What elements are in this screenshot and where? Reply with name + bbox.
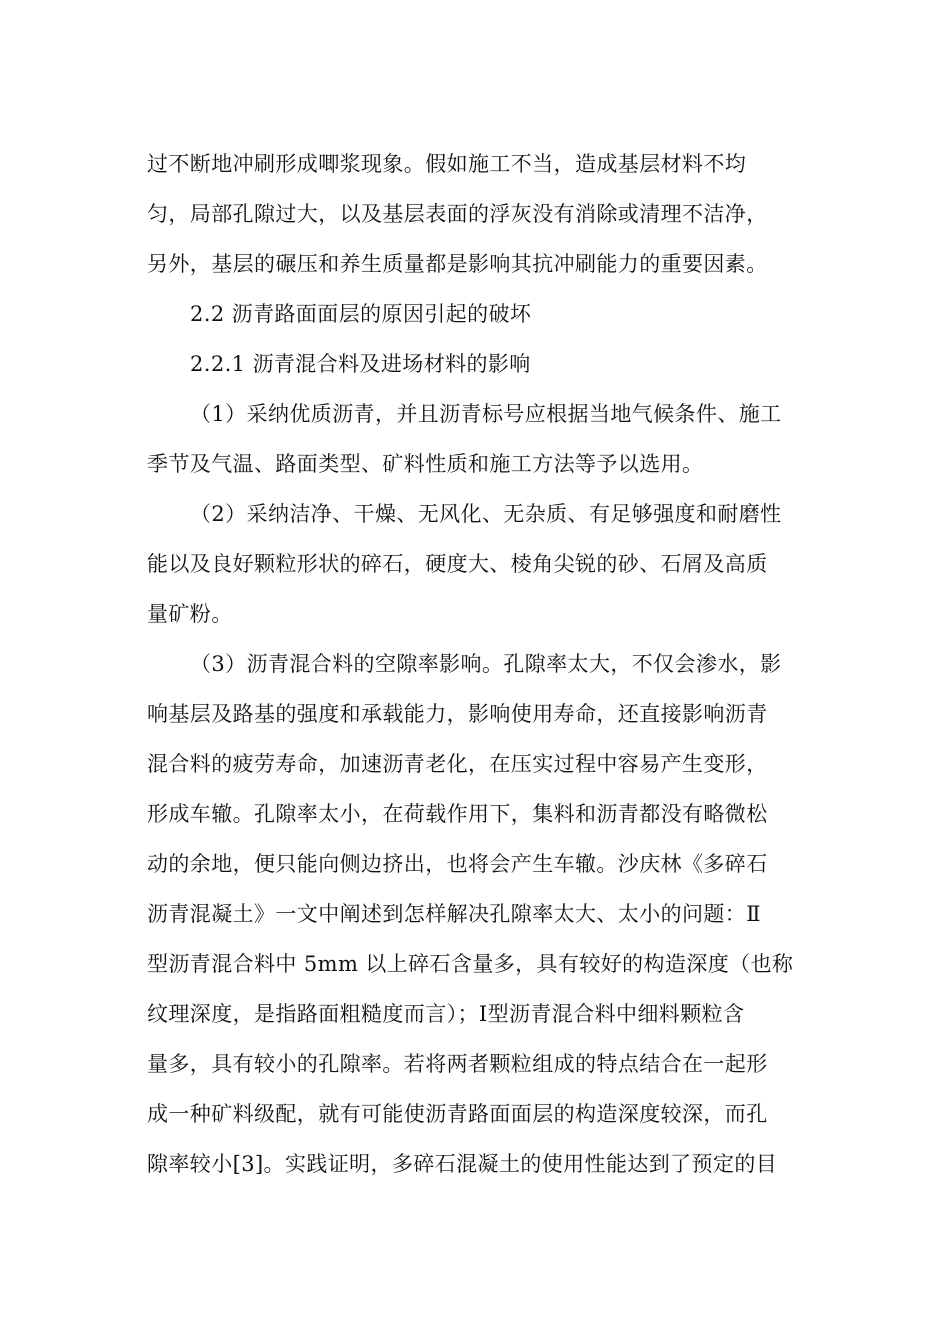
text-line: 纹理深度，是指路面粗糙度而言）；Ⅰ型沥青混合料中细料颗粒含 (147, 1002, 745, 1026)
text-line: 季节及气温、路面类型、矿料性质和施工方法等予以选用。 (147, 452, 704, 476)
section-heading: 2.2 沥青路面面层的原因引起的破坏 (190, 302, 532, 326)
text-line: 另外，基层的碾压和养生质量都是影响其抗冲刷能力的重要因素。 (147, 252, 768, 276)
text-line: 过不断地冲刷形成唧浆现象。假如施工不当，造成基层材料不均 (147, 152, 747, 176)
text-line: （1）采纳优质沥青，并且沥青标号应根据当地气候条件、施工 (190, 402, 782, 426)
text-line: 匀，局部孔隙过大，以及基层表面的浮灰没有消除或清理不洁净， (147, 202, 768, 226)
text-line: 隙率较小[3]。实践证明，多碎石混凝土的使用性能达到了预定的目 (147, 1152, 778, 1176)
text-line: 响基层及路基的强度和承载能力，影响使用寿命，还直接影响沥青 (147, 702, 768, 726)
subsection-heading: 2.2.1 沥青混合料及进场材料的影响 (190, 352, 531, 376)
text-line: 形成车辙。孔隙率太小，在荷载作用下，集料和沥青都没有略微松 (147, 802, 768, 826)
text-line: （2）采纳洁净、干燥、无风化、无杂质、有足够强度和耐磨性 (190, 502, 782, 526)
text-line: 动的余地，便只能向侧边挤出，也将会产生车辙。沙庆林《多碎石 (147, 852, 768, 876)
text-line: 混合料的疲劳寿命，加速沥青老化，在压实过程中容易产生变形， (147, 752, 768, 776)
text-line: 量多，具有较小的孔隙率。若将两者颗粒组成的特点结合在一起形 (147, 1052, 768, 1076)
text-line: 沥青混凝土》一文中阐述到怎样解决孔隙率太大、太小的问题：Ⅱ (147, 902, 761, 926)
text-line: 成一种矿料级配，就有可能使沥青路面面层的构造深度较深，而孔 (147, 1102, 768, 1126)
text-line: （3）沥青混合料的空隙率影响。孔隙率太大，不仅会渗水，影 (190, 652, 782, 676)
text-line: 型沥青混合料中 5mm 以上碎石含量多，具有较好的构造深度（也称 (147, 952, 794, 976)
text-line: 能以及良好颗粒形状的碎石，硬度大、棱角尖锐的砂、石屑及高质 (147, 552, 768, 576)
text-line: 量矿粉。 (147, 602, 233, 626)
